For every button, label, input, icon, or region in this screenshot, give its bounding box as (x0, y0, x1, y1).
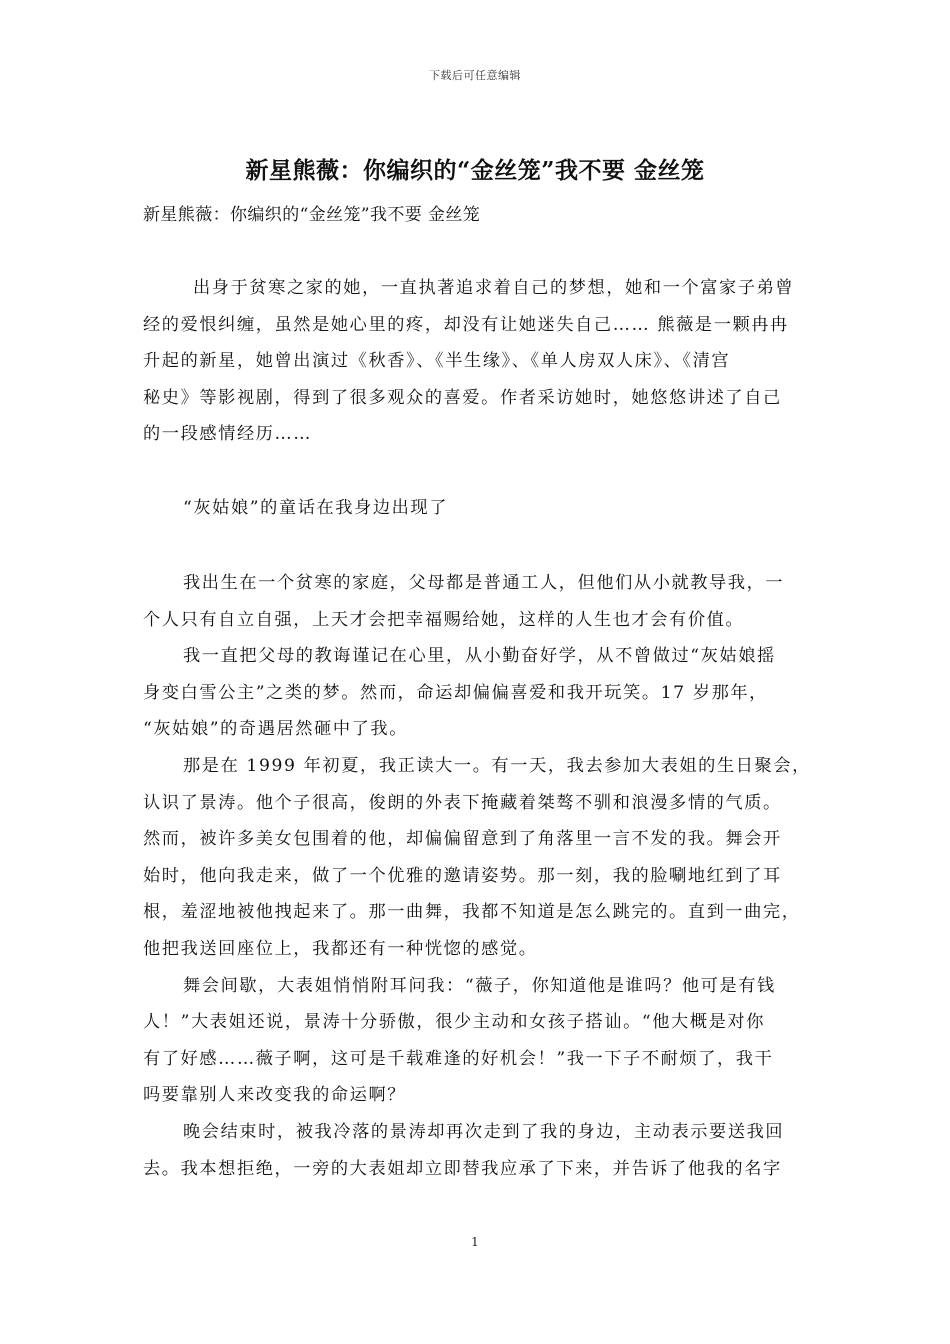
text-line: 始时，他向我走来，做了一个优雅的邀请姿势。那一刻，我的脸唰地红到了耳 (143, 865, 782, 886)
body-paragraphs (143, 565, 815, 1187)
text-line: 舞会间歇，大表姐悄悄附耳问我：“薇子，你知道他是谁吗？他可是有钱 (183, 975, 776, 996)
text-line: 人！”大表姐还说，景涛十分骄傲，很少主动和女孩子搭讪。“他大概是对你 (143, 1012, 765, 1033)
text-line: 我一直把父母的教诲谨记在心里，从小勤奋好学，从不曾做过“灰姑娘摇 (183, 646, 776, 667)
section-heading-block (143, 490, 815, 527)
text-line: “灰姑娘”的奇遇居然砸中了我。 (143, 719, 409, 740)
text-line: 他把我送回座位上，我都还有一种恍惚的感觉。 (143, 938, 538, 959)
text-line: 根，羞涩地被他拽起来了。那一曲舞，我都不知道是怎么跳完的。直到一曲完， (143, 902, 801, 923)
text-line: 吗要靠别人来改变我的命运啊？ (143, 1085, 407, 1106)
text-line: 去。我本想拒绝，一旁的大表姐却立即替我应承了下来，并告诉了他我的名字 (143, 1158, 782, 1179)
text-line: 个人只有自立自强，上天才会把幸福赐给她，这样的人生也才会有价值。 (143, 609, 745, 630)
text-line: 那是在 1999 年初夏，我正读大一。有一天，我去参加大表姐的生日聚会， (183, 755, 811, 776)
text-line: 的一段感情经历…… (143, 424, 313, 445)
section-heading: “灰姑娘”的童话在我身边出现了 (183, 498, 449, 518)
page-number: 1 (471, 1235, 479, 1249)
text-line: 经的爱恨纠缠，虽然是她心里的疼，却没有让她迷失自己…… 熊薇是一颗冉冉 (143, 314, 789, 335)
text-line: 秘史》等影视剧，得到了很多观众的喜爱。作者采访她时，她悠悠讲述了自己 (143, 387, 782, 408)
text-line: 身变白雪公主”之类的梦。然而，命运却偏偏喜爱和我开玩笑。17 岁那年， (143, 682, 768, 703)
text-line: 晚会结束时，被我冷落的景涛却再次走到了我的身边，主动表示要送我回 (183, 1121, 785, 1142)
text-line: 出身于贫寒之家的她，一直执著追求着自己的梦想，她和一个富家子弟曾 (193, 278, 795, 298)
text-line: 升起的新星，她曾出演过《秋香》、《半生缘》、《单人房双人床》、《清宫 (143, 351, 731, 372)
text-line: 然而，被许多美女包围着的他，却偏偏留意到了角落里一言不发的我。舞会开 (143, 829, 782, 850)
text-line: 有了好感……薇子啊，这可是千载难逢的好机会！”我一下子不耐烦了，我干 (143, 1048, 774, 1069)
document-subtitle: 新星熊薇：你编织的“金丝笼”我不要 金丝笼 (143, 205, 481, 225)
document-title: 新星熊薇：你编织的“金丝笼”我不要 金丝笼 (245, 157, 705, 184)
text-line: 我出生在一个贫寒的家庭，父母都是普通工人，但他们从小就教导我，一 (183, 573, 785, 593)
intro-paragraph (143, 270, 815, 453)
page-header: 下载后可任意编辑 (429, 69, 521, 82)
text-line: 认识了景涛。他个子很高，俊朗的外表下掩藏着桀骜不驯和浪漫多情的气质。 (143, 792, 782, 813)
